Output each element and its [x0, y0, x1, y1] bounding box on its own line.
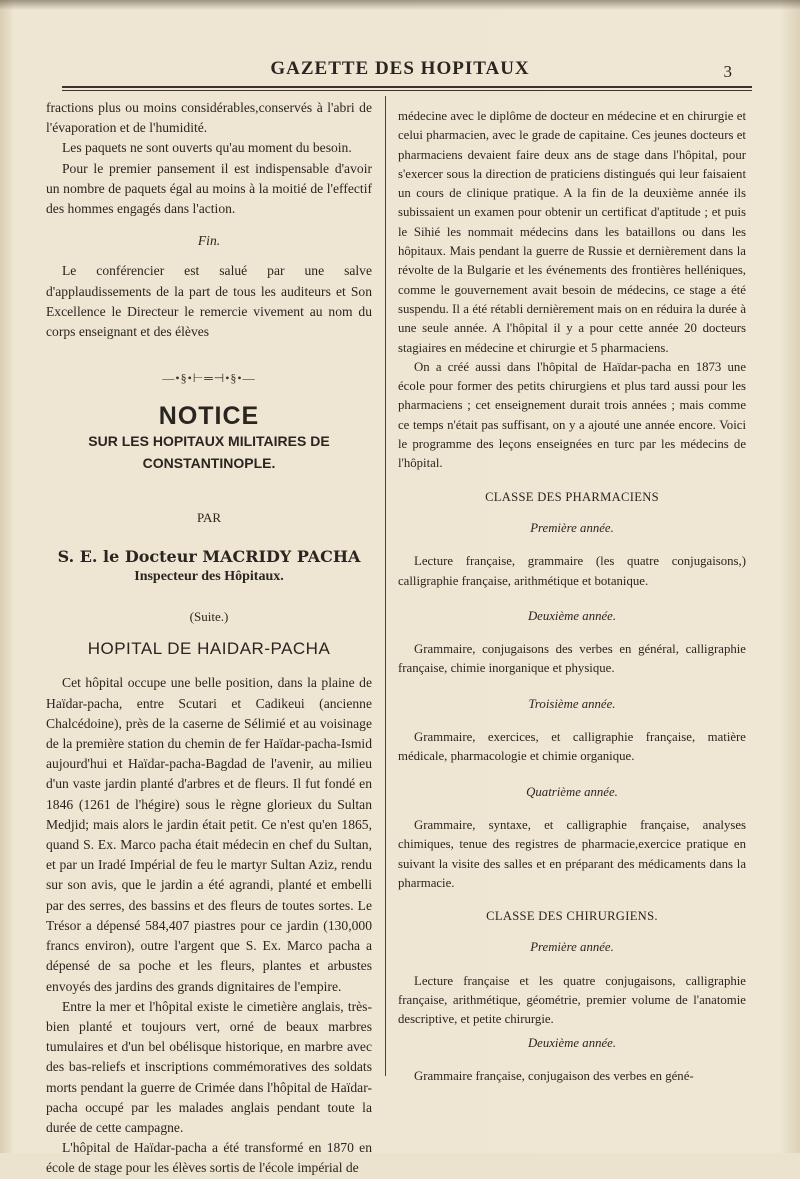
paragraph: Lecture française et les quatre conjugaisons, calligraphie française, arithmétique, géométrie, premier volume de l'anatomie descriptive, et petite chirurgie. [398, 973, 746, 1027]
year-heading: Deuxième année. [527, 1035, 617, 1050]
journal-title: GAZETTE DES HOPITAUX [270, 58, 530, 79]
year-heading: Première année. [530, 940, 614, 955]
notice-subtitle: SUR LES HOPITAUX MILITAIRES DE [88, 433, 330, 450]
paragraph: Grammaire, syntaxe, et calligraphie française, analyses chimiques, tenue des registres de pharmacie,exercice pratique en suivant la visite des salles et en préparant des médicaments dans la pharmacie. [398, 817, 746, 890]
year-heading: Quatrième année. [526, 784, 618, 799]
section-title: HOPITAL DE HAIDAR-PACHA [87, 639, 331, 659]
paragraph: médecine avec le diplôme de docteur en médecine et en chirurgie et celui pharmacien, avec le grade de capitaine. Ces jeunes docteurs et pharmaciens devaient faire deux ans de stage dans l'hôpital, pour s'exercer sous la direction de praticiens distingués qui leur faisaient un cours de clinique pratique. A la fin de la deuxième année ils subissaient un examen pour obtenir un certificat d'aptitude ; et puis le Sihié les nommait médecins dans les bataillons ou dans les hôpitaux. Mais pendant la guerre de Russie et dernièrement dans la révolte de la Bulgarie et les événements des frontières helléniques, comme le gouvernement avait besoin de médecins, ce stage a été suspendu. Il a été rétabli dernièrement mais on en réduira la durée à une seule année. A l'hôpital il y a pour cette année 20 docteurs stagiaires en médecine et chirurgie et 5 pharmaciens. [398, 109, 746, 355]
suite-label: (Suite.) [189, 609, 229, 625]
header-rule-thin [62, 90, 752, 91]
paragraph: Lecture française, grammaire (les quatre conjugaisons,) calligraphie française, arithmétique et botanique. [398, 554, 746, 588]
right-column [398, 107, 746, 1086]
class-heading: CLASSE DES CHIRURGIENS. [486, 909, 658, 924]
page-number: 3 [723, 62, 732, 81]
page-header [50, 58, 750, 86]
paragraph: fractions plus ou moins considérables,conservés à l'abri de l'évaporation et de l'humidité. [46, 100, 372, 136]
fin-label: Fin. [197, 233, 221, 249]
page-edge-shadow [0, 0, 800, 10]
paragraph: Cet hôpital occupe une belle position, dans la plaine de Haïdar-pacha, entre Scutari et Cadikeui (ancienne Chalcédoine), près de la caserne de Sélimié et au voisinage de la première station du chemin de fer Haïdar-pacha-Ismid aujourd'hui et Haïdar-pacha-Bagdad de l'avenir, au milieu d'un vaste jardin planté d'arbres et de fleurs. Il fut fondé en 1846 (1261 de l'hégire) sous le règne glorieux du Sultan Medjid; mais alors le jardin était petit. Ce n'est qu'en 1865, quand S. Ex. Marco pacha était médecin en chef du Sultan, et par un Iradé Impérial de feu le martyr Sultan Aziz, rendu sur son avis, que le jardin a été agrandi, planté et embelli par des serres, des bassins et des fleurs de toutes sortes. Le Trésor a dépensé 584,407 piastres pour ce jardin (130,000 francs environ), outre l'argent que S. Ex. Marco pacha a dépensé de sa poche et les fleurs, plantes et arbustes envoyés des jardins des grands dignitaires de l'empire. [46, 675, 372, 994]
year-heading: Première année. [530, 520, 614, 535]
paragraph: Entre la mer et l'hôpital existe le cimetière anglais, très-bien planté et toujours vert, orné de beaux marbres tumulaires et d'un bel obélisque historique, en marbre avec des bas-reliefs et inscriptions commémoratives des soldats morts pendant la guerre de Crimée dans l'hôpital de Haïdar-pacha occupé par les malades anglais pendant toute la durée de cette campagne. [46, 998, 372, 1135]
paragraph: Les paquets ne sont ouverts qu'au moment du besoin. [62, 140, 352, 156]
paragraph: Le conférencier est salué par une salve d'applaudissements de la part de tous les auditeurs et Son Excellence le Directeur le remercie vivement au nom du corps enseignant et des élèves [46, 263, 372, 340]
paragraph: Grammaire française, conjugaison des verbes en géné- [414, 1068, 694, 1083]
column-divider [385, 96, 386, 1076]
class-heading: CLASSE DES PHARMACIENS [485, 489, 659, 504]
ornament-divider: —•§•⊢═⊣•§•— [162, 371, 256, 386]
paragraph: Grammaire, exercices, et calligraphie française, matière médicale, pharmacologie et chimie organique. [398, 730, 746, 764]
notice-subtitle: CONSTANTINOPLE. [142, 455, 276, 472]
year-heading: Deuxième année. [527, 608, 617, 623]
header-rule [62, 86, 752, 88]
byline-par: PAR [196, 510, 222, 526]
author-role: Inspecteur des Hôpitaux. [134, 568, 284, 584]
paragraph: Grammaire, conjugaisons des verbes en général, calligraphie française, chimie inorganique et physique. [398, 642, 746, 676]
left-column [46, 98, 372, 1179]
paragraph: On a créé aussi dans l'hôpital de Haïdar-pacha en 1873 une école pour former des petits chirurgiens et plus tard aussi pour les pharmaciens ; cet enseignement durait trois années ; mais comme ce temps n'était pas suffisant, on y a ajouté une année encore. Voici le programme des leçons enseignées en turc par les médecins de l'hôpital. [398, 359, 746, 471]
paragraph: L'hôpital de Haïdar-pacha a été transformé en 1870 en école de stage pour les élèves sortis de l'école impérial de [46, 1140, 372, 1176]
paragraph: Pour le premier pansement il est indispensable d'avoir un nombre de paquets égal au moins à la moitié de l'effectif des hommes engagés dans l'action. [46, 160, 372, 217]
author-name: S. E. le Docteur MACRIDY PACHA [57, 546, 361, 566]
notice-title: NOTICE [158, 402, 260, 431]
year-heading: Troisième année. [528, 696, 616, 711]
